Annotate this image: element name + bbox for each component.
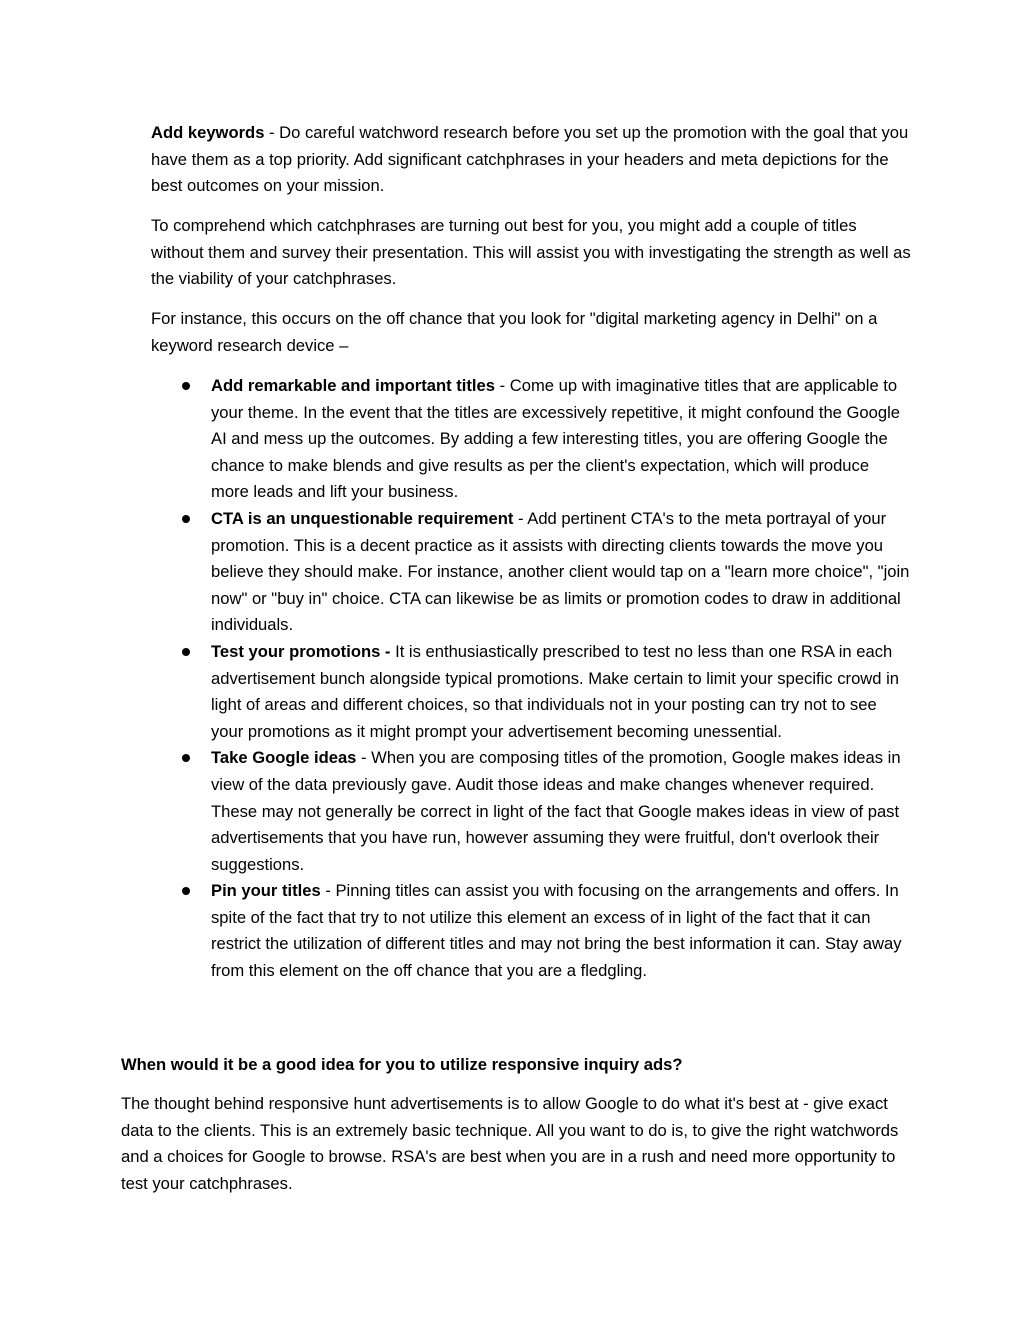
list-item-text: - Come up with imaginative titles that are applicable to your theme. In the event that the titles are excessively repetitive, it might confound the Google AI and mess up the outcomes. By adding a few interesting titles, you are offering Google the chance to make blends and give results as per the client's expectation, which will produce more leads and lift your business. [211,376,901,502]
list-item-text: It is enthusiastically prescribed to test no less than one RSA in each advertisement bunch alongside typical promotions. Make certain to limit your specific crowd in light of areas and different choices, so that individuals not in your posting can try not to see your promotions as it might prompt your advertisement becoming unessential. [211,641,900,741]
list-item-label: CTA is an unquestionable requirement [211,508,514,528]
catchphrase-paragraph: To comprehend which catchphrases are turning out best for you, you might add a couple of titles without them and survey their presentation. This will assist you with investigating the strength as well as the viability of your catchphrases. [151,216,911,289]
keyword-label: Add keywords [151,123,265,142]
list-item-text: - Add pertinent CTA's to the meta portrayal of your promotion. This is a decent practice as it assists with directing clients towards the move you believe they should make. For instance, another client would tap on a "learn more choice", "join now" or "buy in" choice. CTA can likewise be as limits or promotion codes to draw in additional individuals. [211,508,910,635]
bullet-dot-icon [182,754,190,762]
list-item [151,506,911,639]
list-item-text: - When you are composing titles of the promotion, Google makes ideas in view of the data previously gave. Audit those ideas and make changes whenever required. These may not generally be correct in light of the fact that Google makes ideas in view of past advertisements that you have run, however assuming they were fruitful, don't overlook their suggestions. [211,748,901,874]
tips-list [151,373,911,985]
bullet-dot-icon [182,382,190,390]
bullet-dot-icon [182,887,190,895]
section-body: The thought behind responsive hunt advertisements is to allow Google to do what it's best at - give exact data to the clients. This is an extremely basic technique. All you want to do is, to give the right watchwords and a choices for Google to browse. RSA's are best when you are in a rush and need more opportunity to test your catchphrases. [121,1094,899,1193]
list-item-label: Pin your titles [211,881,321,901]
keyword-text: - Do careful watchword research before you set up the promotion with the goal that you have them as a top priority. Add significant catchphrases in your headers and meta depictions for the best outcomes on your mission. [151,123,909,196]
list-item-label: Add remarkable and important titles [211,376,495,395]
list-item [151,745,911,878]
list-item [151,878,911,984]
section-heading: When would it be a good idea for you to utilize responsive inquiry ads? [121,1055,683,1074]
list-item [151,373,911,506]
bullet-dot-icon [182,648,190,656]
bullet-dot-icon [182,515,190,523]
list-item-label: Take Google ideas [211,748,357,768]
list-item-label: Test your promotions - [211,641,391,661]
list-item-text: - Pinning titles can assist you with focusing on the arrangements and offers. In spite of the fact that try to not utilize this element an excess of in light of the fact that it can restrict the utilization of different titles and may not bring the best information it can. Stay away from this element on the off chance that you are a fledgling. [211,881,902,981]
instance-paragraph: For instance, this occurs on the off chance that you look for "digital marketing agency in Delhi" on a keyword research device – [151,309,878,355]
intro-paragraph [151,120,911,200]
list-item [151,639,911,745]
